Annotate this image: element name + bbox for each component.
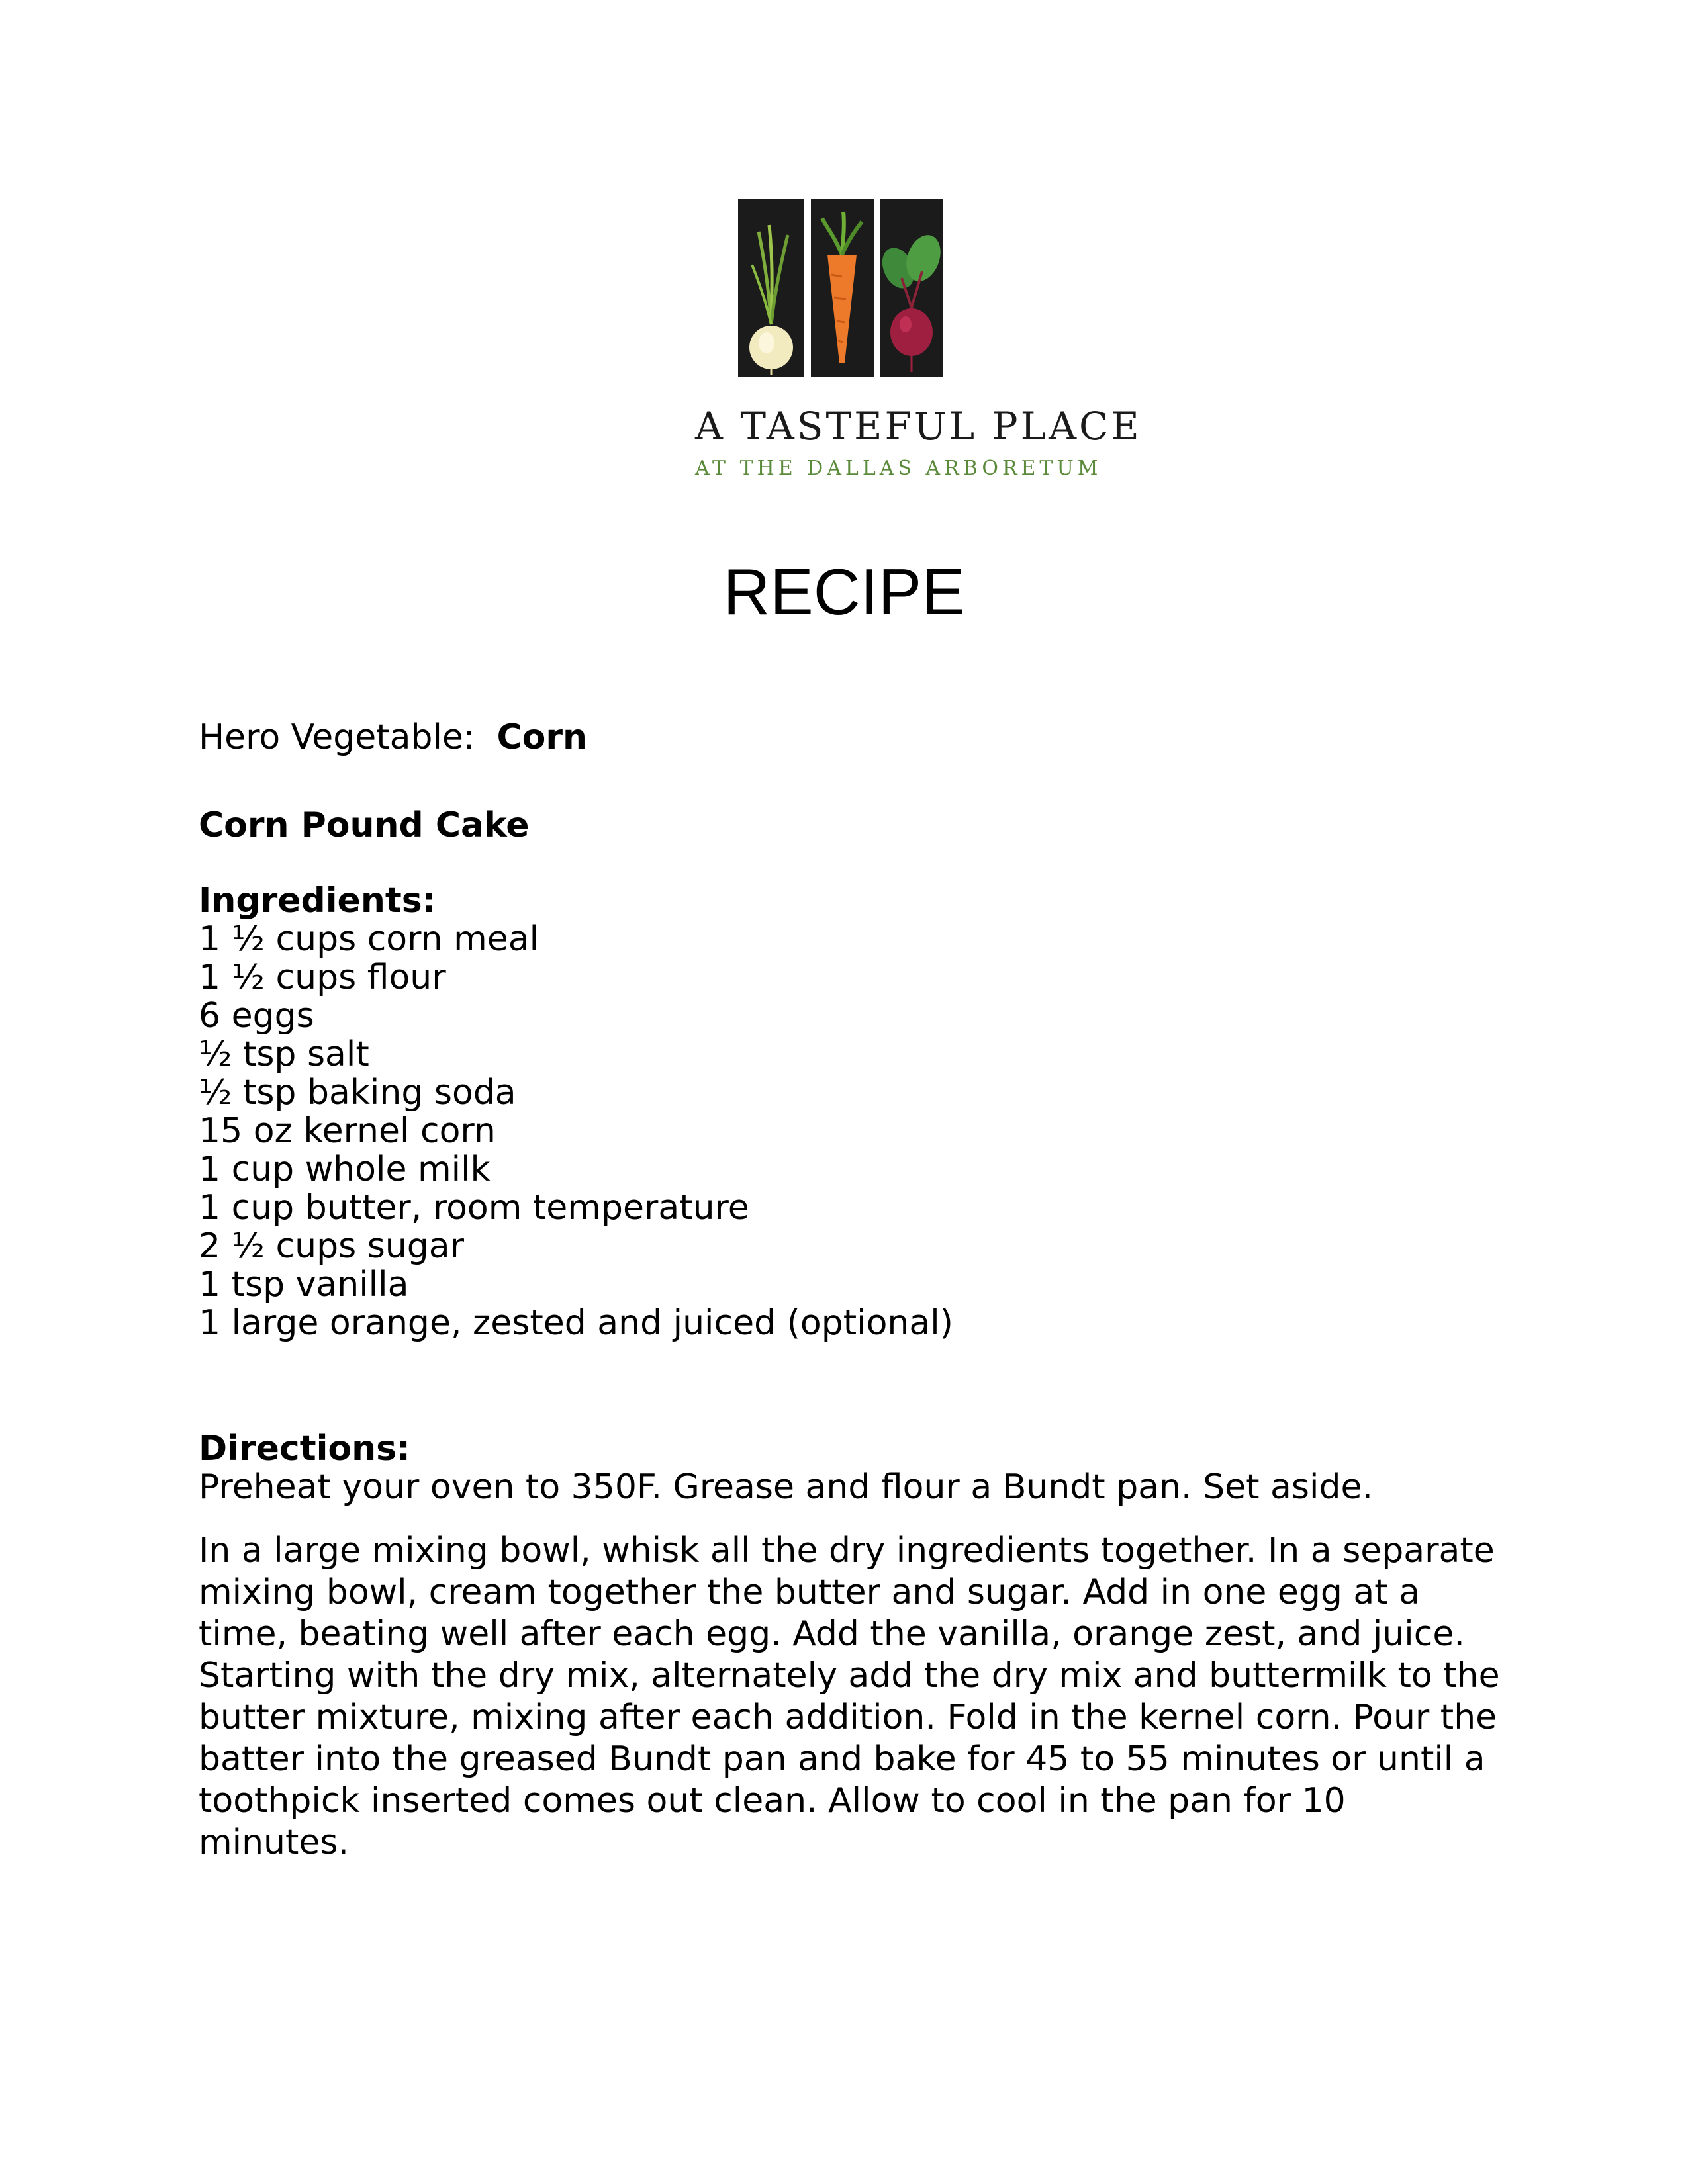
ingredients-heading: Ingredients: bbox=[199, 881, 436, 921]
hero-label: Hero Vegetable: bbox=[199, 717, 475, 757]
recipe-title: Corn Pound Cake bbox=[199, 805, 530, 845]
ingredient-item: 1 large orange, zested and juiced (optional) bbox=[199, 1303, 953, 1343]
ingredient-item: 6 eggs bbox=[199, 996, 314, 1036]
logo-subtitle: AT THE DALLAS ARBORETUM bbox=[695, 457, 1102, 480]
ingredients-list bbox=[199, 920, 1503, 1342]
ingredient-item: ½ tsp baking soda bbox=[199, 1073, 516, 1113]
directions-paragraph: Preheat your oven to 350F. Grease and flour a Bundt pan. Set aside. bbox=[199, 1467, 1373, 1507]
ingredient-item: ½ tsp salt bbox=[199, 1034, 369, 1074]
ingredient-item: 1 ½ cups flour bbox=[199, 958, 446, 997]
hero-value: Corn bbox=[496, 717, 588, 757]
directions-paragraph: In a large mixing bowl, whisk all the dry ingredients together. In a separate mixing bowl, cream together the butter and sugar. Add in one egg at a time, beating well after each egg. Add the vanilla, orange zest, and juice. Starting with the dry mix, alternately add the dry mix and buttermilk to the butter mixture, mixing after each addition. Fold in the kernel corn. Pour the batter into the greased Bundt pan and bake for 45 to 55 minutes or until a toothpick inserted comes out clean. Allow to cool in the pan for 10 minutes. bbox=[199, 1531, 1500, 1862]
ingredient-item: 1 tsp vanilla bbox=[199, 1265, 409, 1304]
directions-heading: Directions: bbox=[199, 1429, 410, 1469]
logo bbox=[695, 192, 1142, 483]
ingredient-item: 1 cup whole milk bbox=[199, 1150, 491, 1189]
logo-title: A TASTEFUL PLACE bbox=[695, 404, 1142, 449]
ingredient-item: 1 cup butter, room temperature bbox=[199, 1188, 749, 1228]
ingredient-item: 2 ½ cups sugar bbox=[199, 1226, 465, 1266]
ingredient-item: 1 ½ cups corn meal bbox=[199, 919, 539, 959]
hero-vegetable-line bbox=[199, 718, 1503, 756]
ingredient-item: 15 oz kernel corn bbox=[199, 1111, 496, 1151]
vegetables-logo-icon bbox=[695, 192, 1053, 390]
page-title: RECIPE bbox=[723, 555, 965, 628]
